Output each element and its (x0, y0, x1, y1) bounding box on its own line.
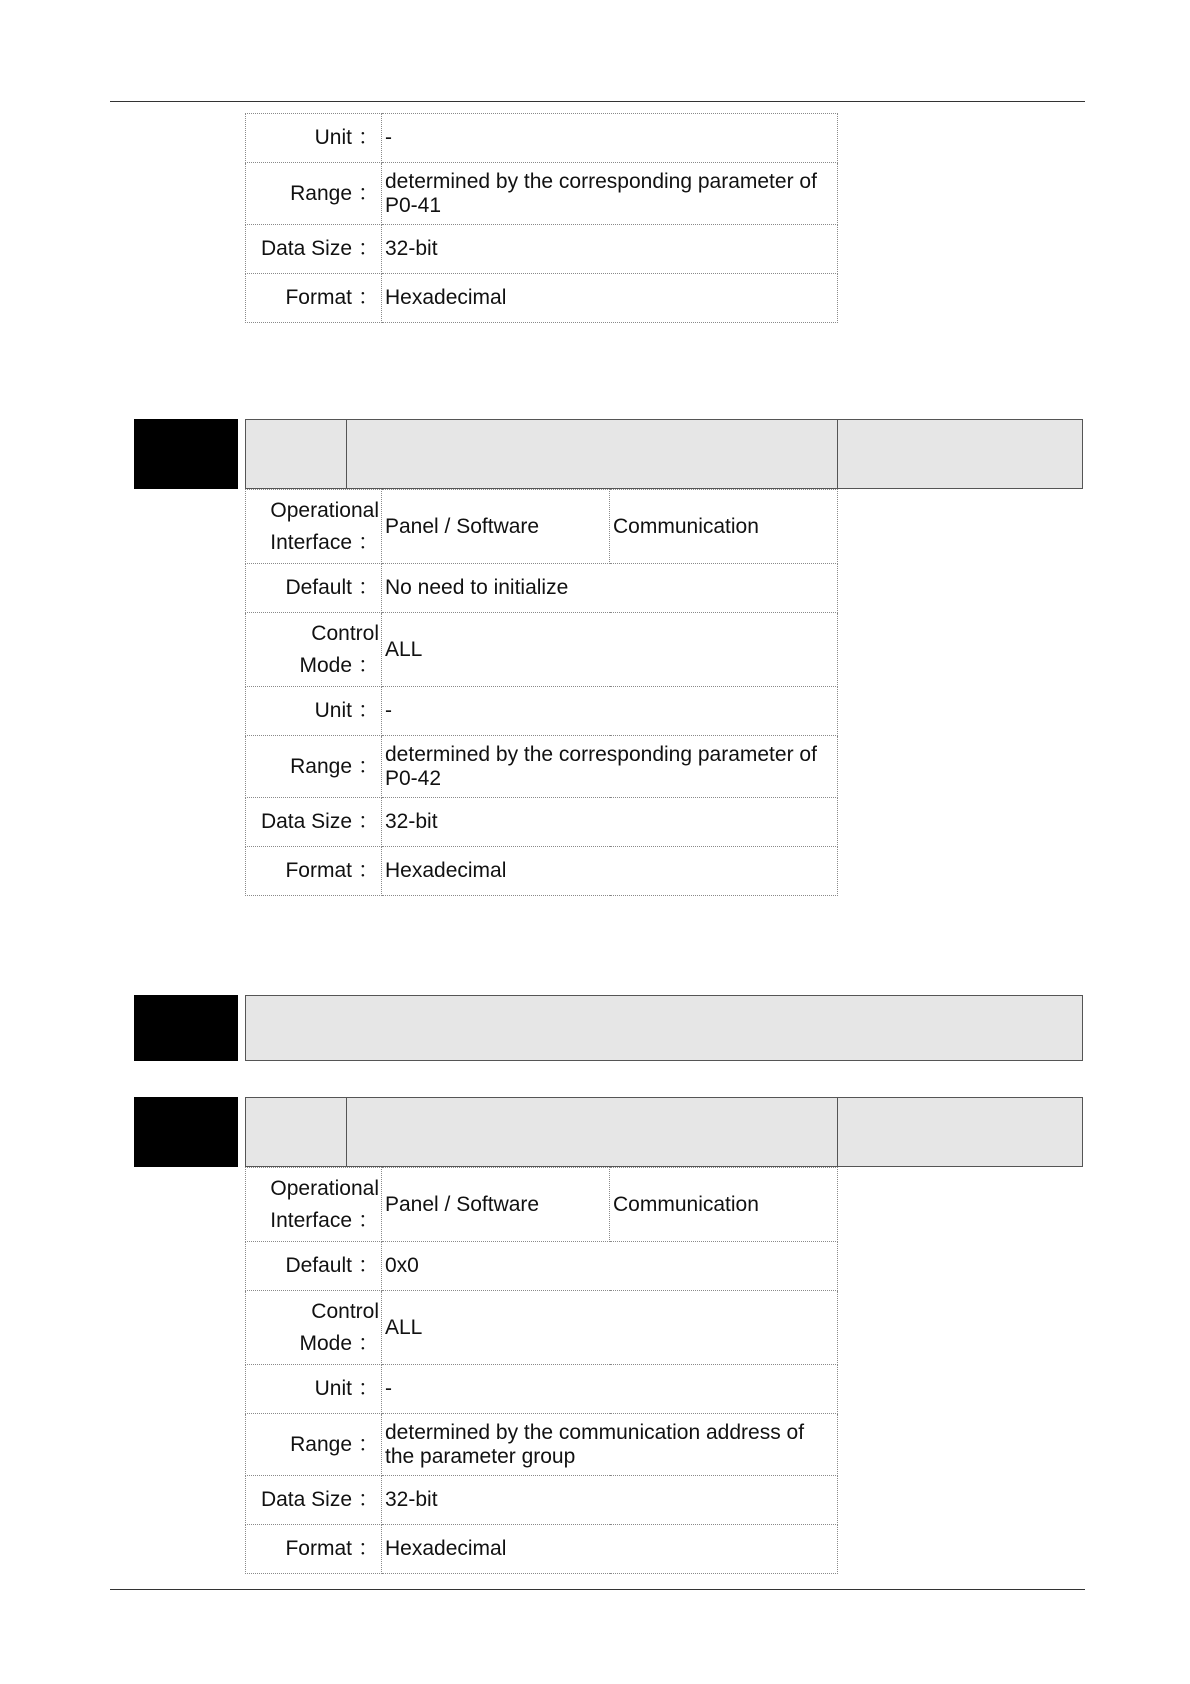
range-value: determined by the communication address of the parameter group (382, 1414, 838, 1476)
communication-value: Communication (610, 490, 838, 564)
format-label: Format ： (246, 1525, 382, 1574)
data-size-label: Data Size ： (246, 1476, 382, 1525)
header-divider (837, 420, 838, 488)
control-mode-value: ALL (382, 613, 838, 687)
control-mode-label: Control Mode ： (246, 1291, 382, 1365)
unit-label: Unit ： (246, 687, 382, 736)
default-value: 0x0 (382, 1242, 838, 1291)
default-label: Default ： (246, 1242, 382, 1291)
default-value: No need to initialize (382, 564, 838, 613)
header-divider (346, 1098, 347, 1166)
unit-value: - (382, 687, 838, 736)
header-divider (837, 1098, 838, 1166)
range-value: determined by the corresponding parameter of P0-42 (382, 736, 838, 798)
operational-interface-row (246, 1168, 838, 1242)
operational-interface-row (246, 490, 838, 564)
unit-value: - (382, 114, 838, 163)
control-mode-label: Control Mode ： (246, 613, 382, 687)
unit-row (246, 687, 838, 736)
footer-rule (110, 1589, 1085, 1590)
data-size-value: 32-bit (382, 798, 838, 847)
panel-software-value: Panel / Software (382, 1168, 610, 1242)
control-mode-row (246, 613, 838, 687)
unit-label: Unit ： (246, 114, 382, 163)
format-row (246, 274, 838, 323)
communication-value: Communication (610, 1168, 838, 1242)
format-row (246, 847, 838, 896)
unit-value: - (382, 1365, 838, 1414)
operational-interface-label: Operational Interface ： (246, 1168, 382, 1242)
format-label: Format ： (246, 847, 382, 896)
control-mode-value: ALL (382, 1291, 838, 1365)
parameter-code-tab (134, 995, 238, 1061)
parameter-header-bar (245, 995, 1083, 1061)
header-divider (346, 420, 347, 488)
parameter-table-p0-42 (245, 489, 838, 896)
data-size-value: 32-bit (382, 1476, 838, 1525)
operational-interface-label: Operational Interface ： (246, 490, 382, 564)
header-rule (110, 101, 1085, 102)
panel-software-value: Panel / Software (382, 490, 610, 564)
range-label: Range ： (246, 163, 382, 225)
parameter-table-p0-41-continued (245, 113, 838, 323)
parameter-header-bar (245, 1097, 1083, 1167)
format-label: Format ： (246, 274, 382, 323)
data-size-row (246, 225, 838, 274)
control-mode-row (246, 1291, 838, 1365)
range-value: determined by the corresponding parameter of P0-41 (382, 163, 838, 225)
parameter-table-communication (245, 1167, 838, 1574)
format-value: Hexadecimal (382, 847, 838, 896)
format-value: Hexadecimal (382, 274, 838, 323)
unit-row (246, 114, 838, 163)
range-label: Range ： (246, 736, 382, 798)
range-row (246, 736, 838, 798)
default-row (246, 1242, 838, 1291)
range-label: Range ： (246, 1414, 382, 1476)
unit-row (246, 1365, 838, 1414)
default-label: Default ： (246, 564, 382, 613)
data-size-row (246, 1476, 838, 1525)
format-row (246, 1525, 838, 1574)
data-size-row (246, 798, 838, 847)
parameter-header-bar (245, 419, 1083, 489)
data-size-label: Data Size ： (246, 225, 382, 274)
range-row (246, 1414, 838, 1476)
data-size-value: 32-bit (382, 225, 838, 274)
parameter-code-tab (134, 1097, 238, 1167)
range-row (246, 163, 838, 225)
format-value: Hexadecimal (382, 1525, 838, 1574)
unit-label: Unit ： (246, 1365, 382, 1414)
default-row (246, 564, 838, 613)
data-size-label: Data Size ： (246, 798, 382, 847)
parameter-code-tab (134, 419, 238, 489)
